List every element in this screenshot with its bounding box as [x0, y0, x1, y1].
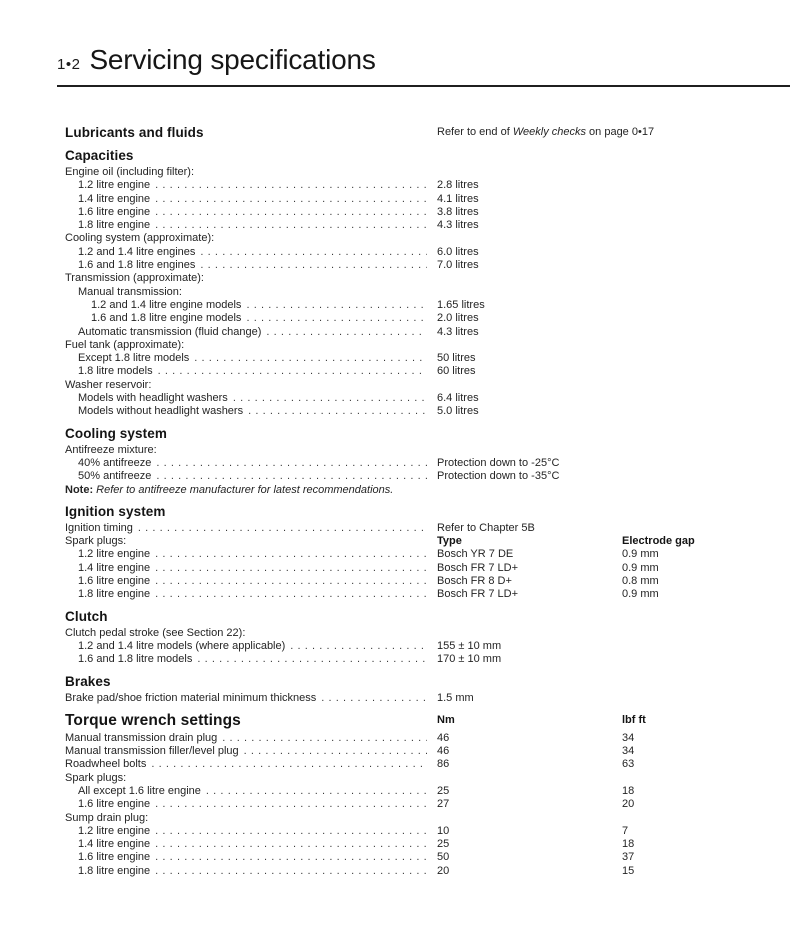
spec-row: [65, 206, 790, 219]
spec-row-inner: [65, 232, 433, 245]
spec-row: [65, 640, 790, 653]
dot-leader: [155, 825, 427, 838]
spec-value: 6.0 litres: [437, 245, 479, 258]
spec-value-2: 37: [622, 851, 635, 864]
spec-row: [65, 299, 790, 312]
spec-value: 10: [437, 824, 450, 837]
spec-note: Note: Refer to antifreeze manufacturer for latest recommendations.: [65, 483, 394, 496]
section-rows: [65, 166, 790, 419]
spec-row: [65, 745, 790, 758]
spec-value: 86: [437, 758, 450, 771]
spec-row-inner: [65, 548, 433, 561]
spec-row-inner: [65, 692, 433, 705]
spec-row: [65, 326, 790, 339]
heading-note-italic: Weekly checks: [512, 126, 586, 138]
spec-row-inner: [65, 326, 433, 339]
spec-label: Ignition timing: [65, 521, 133, 534]
spec-row-inner: [65, 179, 433, 192]
spec-row: [65, 522, 790, 535]
spec-label: Roadwheel bolts: [65, 758, 147, 771]
section-rows: [65, 444, 790, 497]
spec-label: Manual transmission filler/level plug: [65, 745, 239, 758]
spec-value-2: 18: [622, 838, 635, 851]
dot-leader: [246, 299, 427, 312]
spec-label: Models without headlight washers: [78, 405, 244, 418]
section-heading-note: [437, 124, 654, 140]
dot-leader: [155, 193, 427, 206]
section-lubricants-and-fluids: [65, 125, 790, 141]
spec-value: 2.0 litres: [437, 312, 479, 325]
spec-row: [65, 286, 790, 299]
spec-row-inner: [65, 732, 433, 745]
spec-row: [65, 535, 790, 548]
dot-leader: [151, 758, 427, 771]
spec-label: Engine oil (including filter):: [65, 166, 195, 178]
spec-row-inner: [65, 444, 433, 457]
spec-row-inner: [65, 758, 433, 771]
spec-value: Bosch YR 7 DE: [437, 548, 514, 561]
spec-row: [65, 588, 790, 601]
dot-leader: [158, 365, 427, 378]
spec-label: Models with headlight washers: [78, 392, 228, 405]
page-number: 1•2: [57, 56, 81, 73]
spec-value-2: Electrode gap: [622, 535, 695, 548]
spec-value-2: 0.9 mm: [622, 561, 659, 574]
spec-row: [65, 392, 790, 405]
spec-row-inner: [65, 259, 433, 272]
spec-row: [65, 785, 790, 798]
section-ignition-system: [65, 504, 790, 602]
section-heading: Ignition system: [65, 503, 166, 519]
spec-row: [65, 627, 790, 640]
spec-row-inner: [65, 193, 433, 206]
section-heading-row: [65, 674, 790, 690]
section-rows: [65, 522, 790, 602]
spec-label: Spark plugs:: [65, 771, 127, 784]
spec-label: 1.4 litre engine: [78, 192, 151, 205]
spec-label: 1.6 litre engine: [78, 575, 151, 588]
dot-leader: [200, 259, 427, 272]
spec-row: [65, 365, 790, 378]
spec-value-2: 34: [622, 745, 635, 758]
dot-leader: [155, 851, 427, 864]
spec-row: [65, 851, 790, 864]
spec-value: 50: [437, 851, 450, 864]
spec-label: 1.6 and 1.8 litre engines: [78, 259, 196, 272]
spec-value: 4.3 litres: [437, 219, 479, 232]
spec-value: 46: [437, 731, 450, 744]
header-rule: [57, 85, 790, 87]
dot-leader: [197, 653, 427, 666]
spec-label: 1.6 litre engine: [78, 798, 151, 811]
section-capacities: [65, 148, 790, 419]
spec-label: 40% antifreeze: [78, 456, 152, 469]
spec-label: 1.2 litre engine: [78, 824, 151, 837]
spec-row: [65, 812, 790, 825]
spec-row-inner: [65, 838, 433, 851]
spec-row: [65, 798, 790, 811]
spec-label: Clutch pedal stroke (see Section 22):: [65, 626, 246, 639]
spec-row-inner: [65, 352, 433, 365]
spec-row-inner: [65, 206, 433, 219]
spec-label: Spark plugs:: [65, 535, 127, 548]
page-title: Servicing specifications: [89, 44, 376, 75]
spec-row-inner: [65, 798, 433, 811]
spec-row: [65, 865, 790, 878]
spec-row: [65, 484, 790, 497]
spec-label: 1.6 litre engine: [78, 851, 151, 864]
section-torque-wrench-settings: [65, 712, 790, 878]
spec-row-inner: [65, 365, 433, 378]
spec-label: Sump drain plug:: [65, 811, 149, 824]
dot-leader: [155, 588, 427, 601]
dot-leader: [233, 392, 427, 405]
spec-row-inner: [65, 219, 433, 232]
spec-value-2: 20: [622, 798, 635, 811]
spec-row-inner: [65, 785, 433, 798]
spec-label: 1.2 and 1.4 litre models (where applicable): [78, 639, 286, 652]
spec-value: 60 litres: [437, 365, 476, 378]
spec-value: 170 ± 10 mm: [437, 653, 502, 666]
spec-row-inner: [65, 299, 433, 312]
spec-row-inner: [65, 865, 433, 878]
spec-row: [65, 575, 790, 588]
spec-row: [65, 548, 790, 561]
dot-leader: [155, 575, 427, 588]
dot-leader: [194, 352, 427, 365]
spec-row: [65, 339, 790, 352]
spec-value: Protection down to -35°C: [437, 470, 560, 483]
spec-label: Manual transmission:: [78, 285, 182, 298]
spec-row: [65, 193, 790, 206]
spec-value: 4.1 litres: [437, 192, 479, 205]
spec-row: [65, 692, 790, 705]
spec-label: Cooling system (approximate):: [65, 232, 215, 245]
section-rows: [65, 692, 790, 705]
spec-value: 27: [437, 798, 450, 811]
spec-value: Bosch FR 8 D+: [437, 575, 512, 588]
dot-leader: [155, 179, 427, 192]
spec-row-inner: [65, 312, 433, 325]
spec-label: 1.6 and 1.8 litre models: [78, 653, 193, 666]
spec-row-inner: [65, 457, 433, 470]
spec-value: 25: [437, 784, 450, 797]
section-heading: Capacities: [65, 148, 134, 163]
heading-note-text: on page 0•17: [585, 126, 655, 138]
dot-leader: [321, 692, 427, 705]
spec-label: 1.8 litre engine: [78, 588, 151, 601]
spec-row: [65, 732, 790, 745]
column-header-1: Nm: [437, 713, 455, 726]
spec-row: [65, 758, 790, 771]
spec-row-inner: [65, 851, 433, 864]
spec-row-inner: [65, 339, 433, 352]
section-heading: Torque wrench settings: [65, 711, 241, 729]
spec-row-inner: [65, 772, 433, 785]
spec-row: [65, 405, 790, 418]
spec-row: [65, 653, 790, 666]
spec-label: Manual transmission drain plug: [65, 731, 218, 744]
spec-label: 1.4 litre engine: [78, 561, 151, 574]
spec-value: 7.0 litres: [437, 259, 479, 272]
section-heading-row: [65, 125, 790, 141]
spec-row-inner: [65, 392, 433, 405]
spec-label: Fuel tank (approximate):: [65, 338, 185, 351]
spec-label: 1.4 litre engine: [78, 838, 151, 851]
spec-label: 1.6 litre engine: [78, 205, 151, 218]
spec-row-inner: [65, 627, 433, 640]
dot-leader: [156, 457, 427, 470]
spec-value-2: 63: [622, 758, 635, 771]
spec-row-inner: [65, 286, 433, 299]
section-heading-row: [65, 426, 790, 442]
spec-value: 2.8 litres: [437, 179, 479, 192]
spec-row-inner: [65, 535, 433, 548]
spec-row: [65, 259, 790, 272]
dot-leader: [138, 522, 427, 535]
spec-label: All except 1.6 litre engine: [78, 784, 201, 797]
dot-leader: [290, 640, 427, 653]
spec-label: Brake pad/shoe friction material minimum thickness: [65, 691, 317, 704]
spec-row-inner: [65, 812, 433, 825]
spec-row: [65, 219, 790, 232]
spec-row: [65, 457, 790, 470]
spec-label: 1.2 and 1.4 litre engines: [78, 245, 196, 258]
dot-leader: [155, 562, 427, 575]
dot-leader: [246, 312, 427, 325]
dot-leader: [155, 865, 427, 878]
spec-value-2: 7: [622, 824, 629, 837]
spec-value: Refer to Chapter 5B: [437, 521, 535, 534]
dot-leader: [200, 246, 427, 259]
spec-row: [65, 772, 790, 785]
spec-value: Bosch FR 7 LD+: [437, 561, 519, 574]
spec-label: 1.8 litre engine: [78, 219, 151, 232]
spec-row-inner: [65, 745, 433, 758]
spec-row: [65, 179, 790, 192]
spec-value-2: 34: [622, 731, 635, 744]
spec-value: 5.0 litres: [437, 405, 479, 418]
page-header: [57, 44, 790, 76]
spec-label: Except 1.8 litre models: [78, 352, 190, 365]
spec-value: 46: [437, 745, 450, 758]
dot-leader: [206, 785, 427, 798]
spec-value-2: 0.9 mm: [622, 588, 659, 601]
dot-leader: [155, 206, 427, 219]
heading-note-text: Refer to end of: [437, 126, 513, 138]
dot-leader: [155, 838, 427, 851]
spec-value: 6.4 litres: [437, 392, 479, 405]
spec-row: [65, 246, 790, 259]
spec-row: [65, 562, 790, 575]
section-heading-row: [65, 712, 790, 730]
column-header-2: lbf ft: [622, 713, 646, 726]
section-heading-row: [65, 609, 790, 625]
spec-value-2: 0.9 mm: [622, 548, 659, 561]
spec-row: [65, 166, 790, 179]
spec-label: 1.2 litre engine: [78, 548, 151, 561]
spec-row: [65, 232, 790, 245]
spec-row-inner: [65, 405, 433, 418]
dot-leader: [155, 798, 427, 811]
spec-value-2: 0.8 mm: [622, 575, 659, 588]
spec-label: 1.8 litre engine: [78, 864, 151, 877]
spec-row-inner: [65, 640, 433, 653]
dot-leader: [266, 326, 427, 339]
spec-row: [65, 352, 790, 365]
spec-value: Bosch FR 7 LD+: [437, 588, 519, 601]
spec-row-inner: [65, 166, 433, 179]
spec-label: Antifreeze mixture:: [65, 443, 157, 456]
section-brakes: [65, 674, 790, 705]
sections: [65, 125, 790, 878]
dot-leader: [248, 405, 427, 418]
spec-row-inner: [65, 470, 433, 483]
spec-row-inner: [65, 522, 433, 535]
spec-row-inner: [65, 653, 433, 666]
section-heading-row: [65, 148, 790, 164]
spec-value: 1.65 litres: [437, 298, 485, 311]
dot-leader: [155, 219, 427, 232]
dot-leader: [244, 745, 427, 758]
section-rows: [65, 627, 790, 667]
spec-row: [65, 444, 790, 457]
spec-value: Type: [437, 535, 462, 548]
dot-leader: [156, 470, 427, 483]
spec-row-inner: [65, 246, 433, 259]
spec-row-inner: [65, 379, 433, 392]
dot-leader: [222, 732, 427, 745]
spec-label: 1.2 and 1.4 litre engine models: [91, 298, 242, 311]
dot-leader: [155, 548, 427, 561]
section-heading: Lubricants and fluids: [65, 125, 204, 140]
section-heading-row: [65, 504, 790, 520]
spec-label: Washer reservoir:: [65, 378, 152, 391]
spec-value-2: 18: [622, 784, 635, 797]
section-cooling-system: [65, 426, 790, 497]
spec-value: 4.3 litres: [437, 325, 479, 338]
spec-value: 155 ± 10 mm: [437, 639, 502, 652]
spec-label: Automatic transmission (fluid change): [78, 325, 262, 338]
spec-row: [65, 838, 790, 851]
spec-row-inner: [65, 575, 433, 588]
section-heading: Cooling system: [65, 425, 167, 441]
spec-row-inner: [65, 588, 433, 601]
spec-label: Transmission (approximate):: [65, 272, 204, 285]
spec-row: [65, 825, 790, 838]
spec-value: 25: [437, 838, 450, 851]
spec-value: 50 litres: [437, 352, 476, 365]
spec-label: 1.2 litre engine: [78, 179, 151, 192]
spec-row-inner: [65, 484, 433, 497]
spec-value: 3.8 litres: [437, 205, 479, 218]
spec-value-2: 15: [622, 864, 635, 877]
section-rows: [65, 732, 790, 878]
section-clutch: [65, 609, 790, 667]
spec-row-inner: [65, 825, 433, 838]
spec-label: 1.8 litre models: [78, 365, 153, 378]
spec-row: [65, 272, 790, 285]
spec-row-inner: [65, 562, 433, 575]
spec-row: [65, 470, 790, 483]
spec-label: 1.6 and 1.8 litre engine models: [91, 312, 242, 325]
section-heading: Clutch: [65, 608, 108, 624]
spec-row-inner: [65, 272, 433, 285]
spec-row: [65, 379, 790, 392]
spec-label: 50% antifreeze: [78, 470, 152, 483]
section-heading: Brakes: [65, 673, 111, 689]
spec-value: Protection down to -25°C: [437, 456, 560, 469]
spec-value: 1.5 mm: [437, 691, 474, 704]
spec-value: 20: [437, 864, 450, 877]
spec-row: [65, 312, 790, 325]
